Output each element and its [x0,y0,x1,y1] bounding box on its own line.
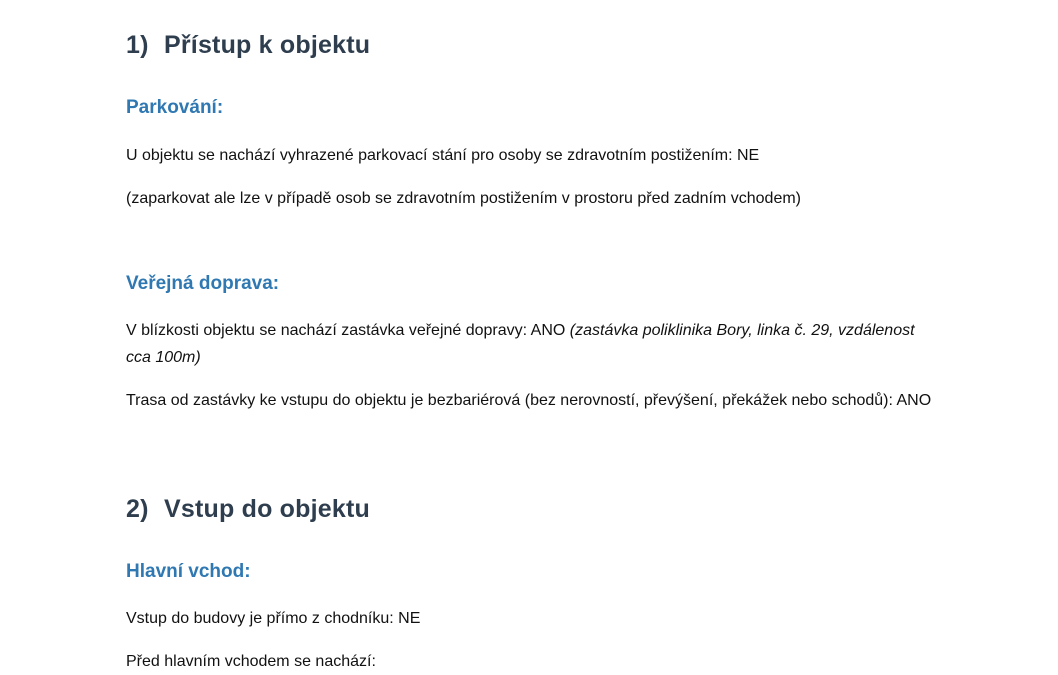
public-transport-heading: Veřejná doprava: [126,273,280,294]
public-transport-paragraph-2: Trasa od zastávky ke vstupu do objektu je bezbariérová (bez nerovností, převýšení, překážek nebo schodů): ANO [126,392,932,409]
parking-heading: Parkování: [126,97,224,118]
main-entrance-heading: Hlavní vchod: [126,561,251,582]
parking-paragraph-1: U objektu se nachází vyhrazené parkovací stání pro osoby se zdravotním postižením: NE [126,147,760,164]
main-entrance-paragraph-1: Vstup do budovy je přímo z chodníku: NE [126,610,421,627]
main-entrance-paragraph-2: Před hlavním vchodem se nachází: [126,653,376,670]
section-1-number: 1) [126,31,149,59]
public-transport-text: V blízkosti objektu se nachází zastávka veřejné dopravy: ANO [126,322,570,339]
public-transport-stop-details: (zastávka poliklinika Bory, linka č. 29, vzdálenost cca 100m) [126,322,915,366]
section-2-number: 2) [126,495,149,523]
public-transport-paragraph-1 [126,317,941,371]
section-2-heading [126,495,370,524]
section-1-title: Přístup k objektu [164,31,371,59]
section-2-title: Vstup do objektu [164,495,370,523]
section-1-heading [126,31,370,60]
parking-paragraph-2: (zaparkovat ale lze v případě osob se zdravotním postižením v prostoru před zadním vchodem) [126,190,801,207]
